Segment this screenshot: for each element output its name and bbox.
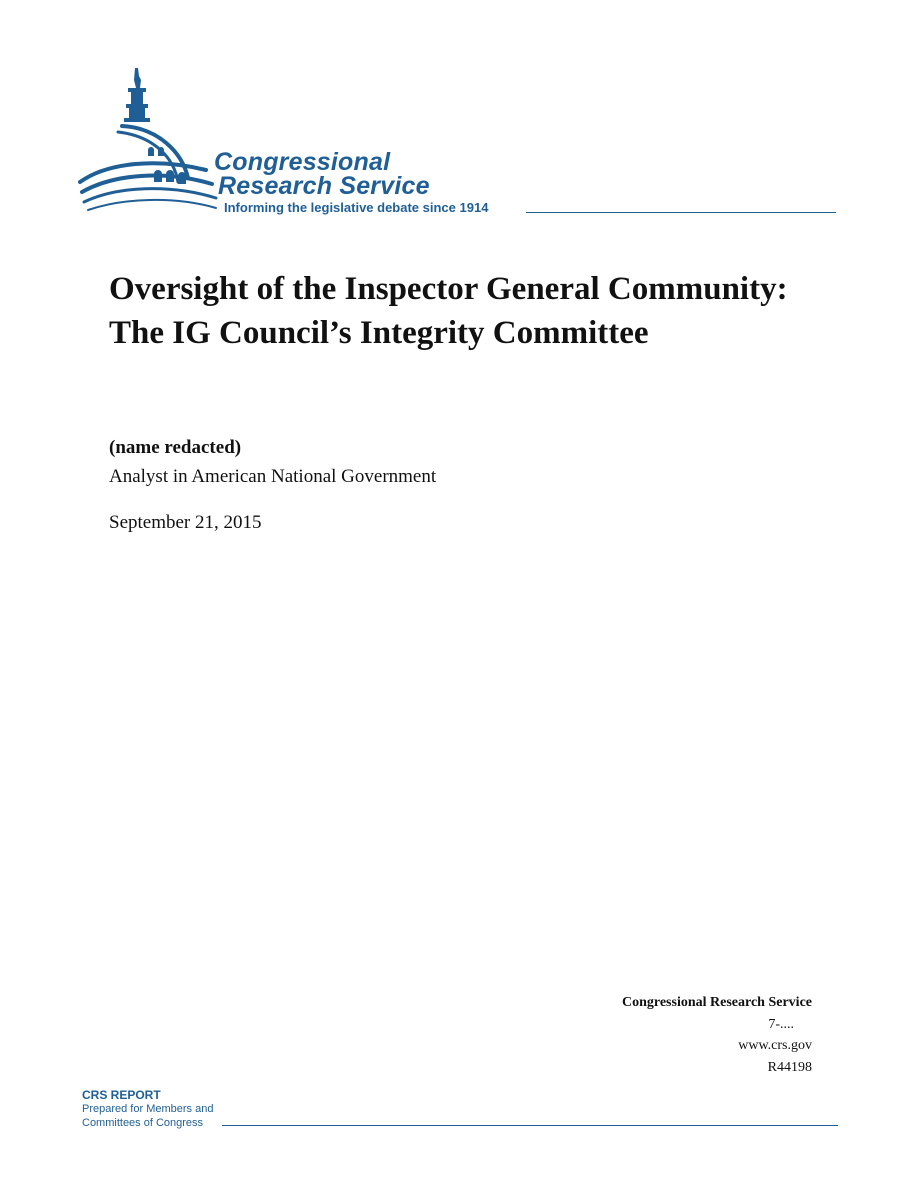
footer xyxy=(82,1088,838,1132)
publisher-info xyxy=(622,992,812,1078)
website-link[interactable]: www.crs.gov xyxy=(738,1038,812,1053)
footer-line1: Prepared for Members and xyxy=(82,1103,214,1115)
report-date: September 21, 2015 xyxy=(109,512,262,533)
header-divider xyxy=(526,212,836,213)
report-title: Oversight of the Inspector General Community: The IG Council’s Integrity Committee xyxy=(109,271,788,351)
report-number: R44198 xyxy=(767,1059,812,1075)
footer-line2: Committees of Congress xyxy=(82,1117,204,1129)
footer-divider xyxy=(222,1125,838,1126)
brand-name-line1: Congressional xyxy=(214,148,391,176)
author-name: (name redacted) xyxy=(109,437,242,458)
publisher-name: Congressional Research Service xyxy=(621,995,812,1010)
capitol-dome-icon xyxy=(78,66,218,216)
crs-logo xyxy=(78,66,838,222)
footer-title: CRS REPORT xyxy=(82,1088,161,1102)
report-code: 7-.... xyxy=(768,1016,794,1032)
brand-name-line2: Research Service xyxy=(218,172,430,200)
brand-tagline: Informing the legislative debate since 1914 xyxy=(224,200,489,215)
author-role: Analyst in American National Government xyxy=(109,466,437,487)
